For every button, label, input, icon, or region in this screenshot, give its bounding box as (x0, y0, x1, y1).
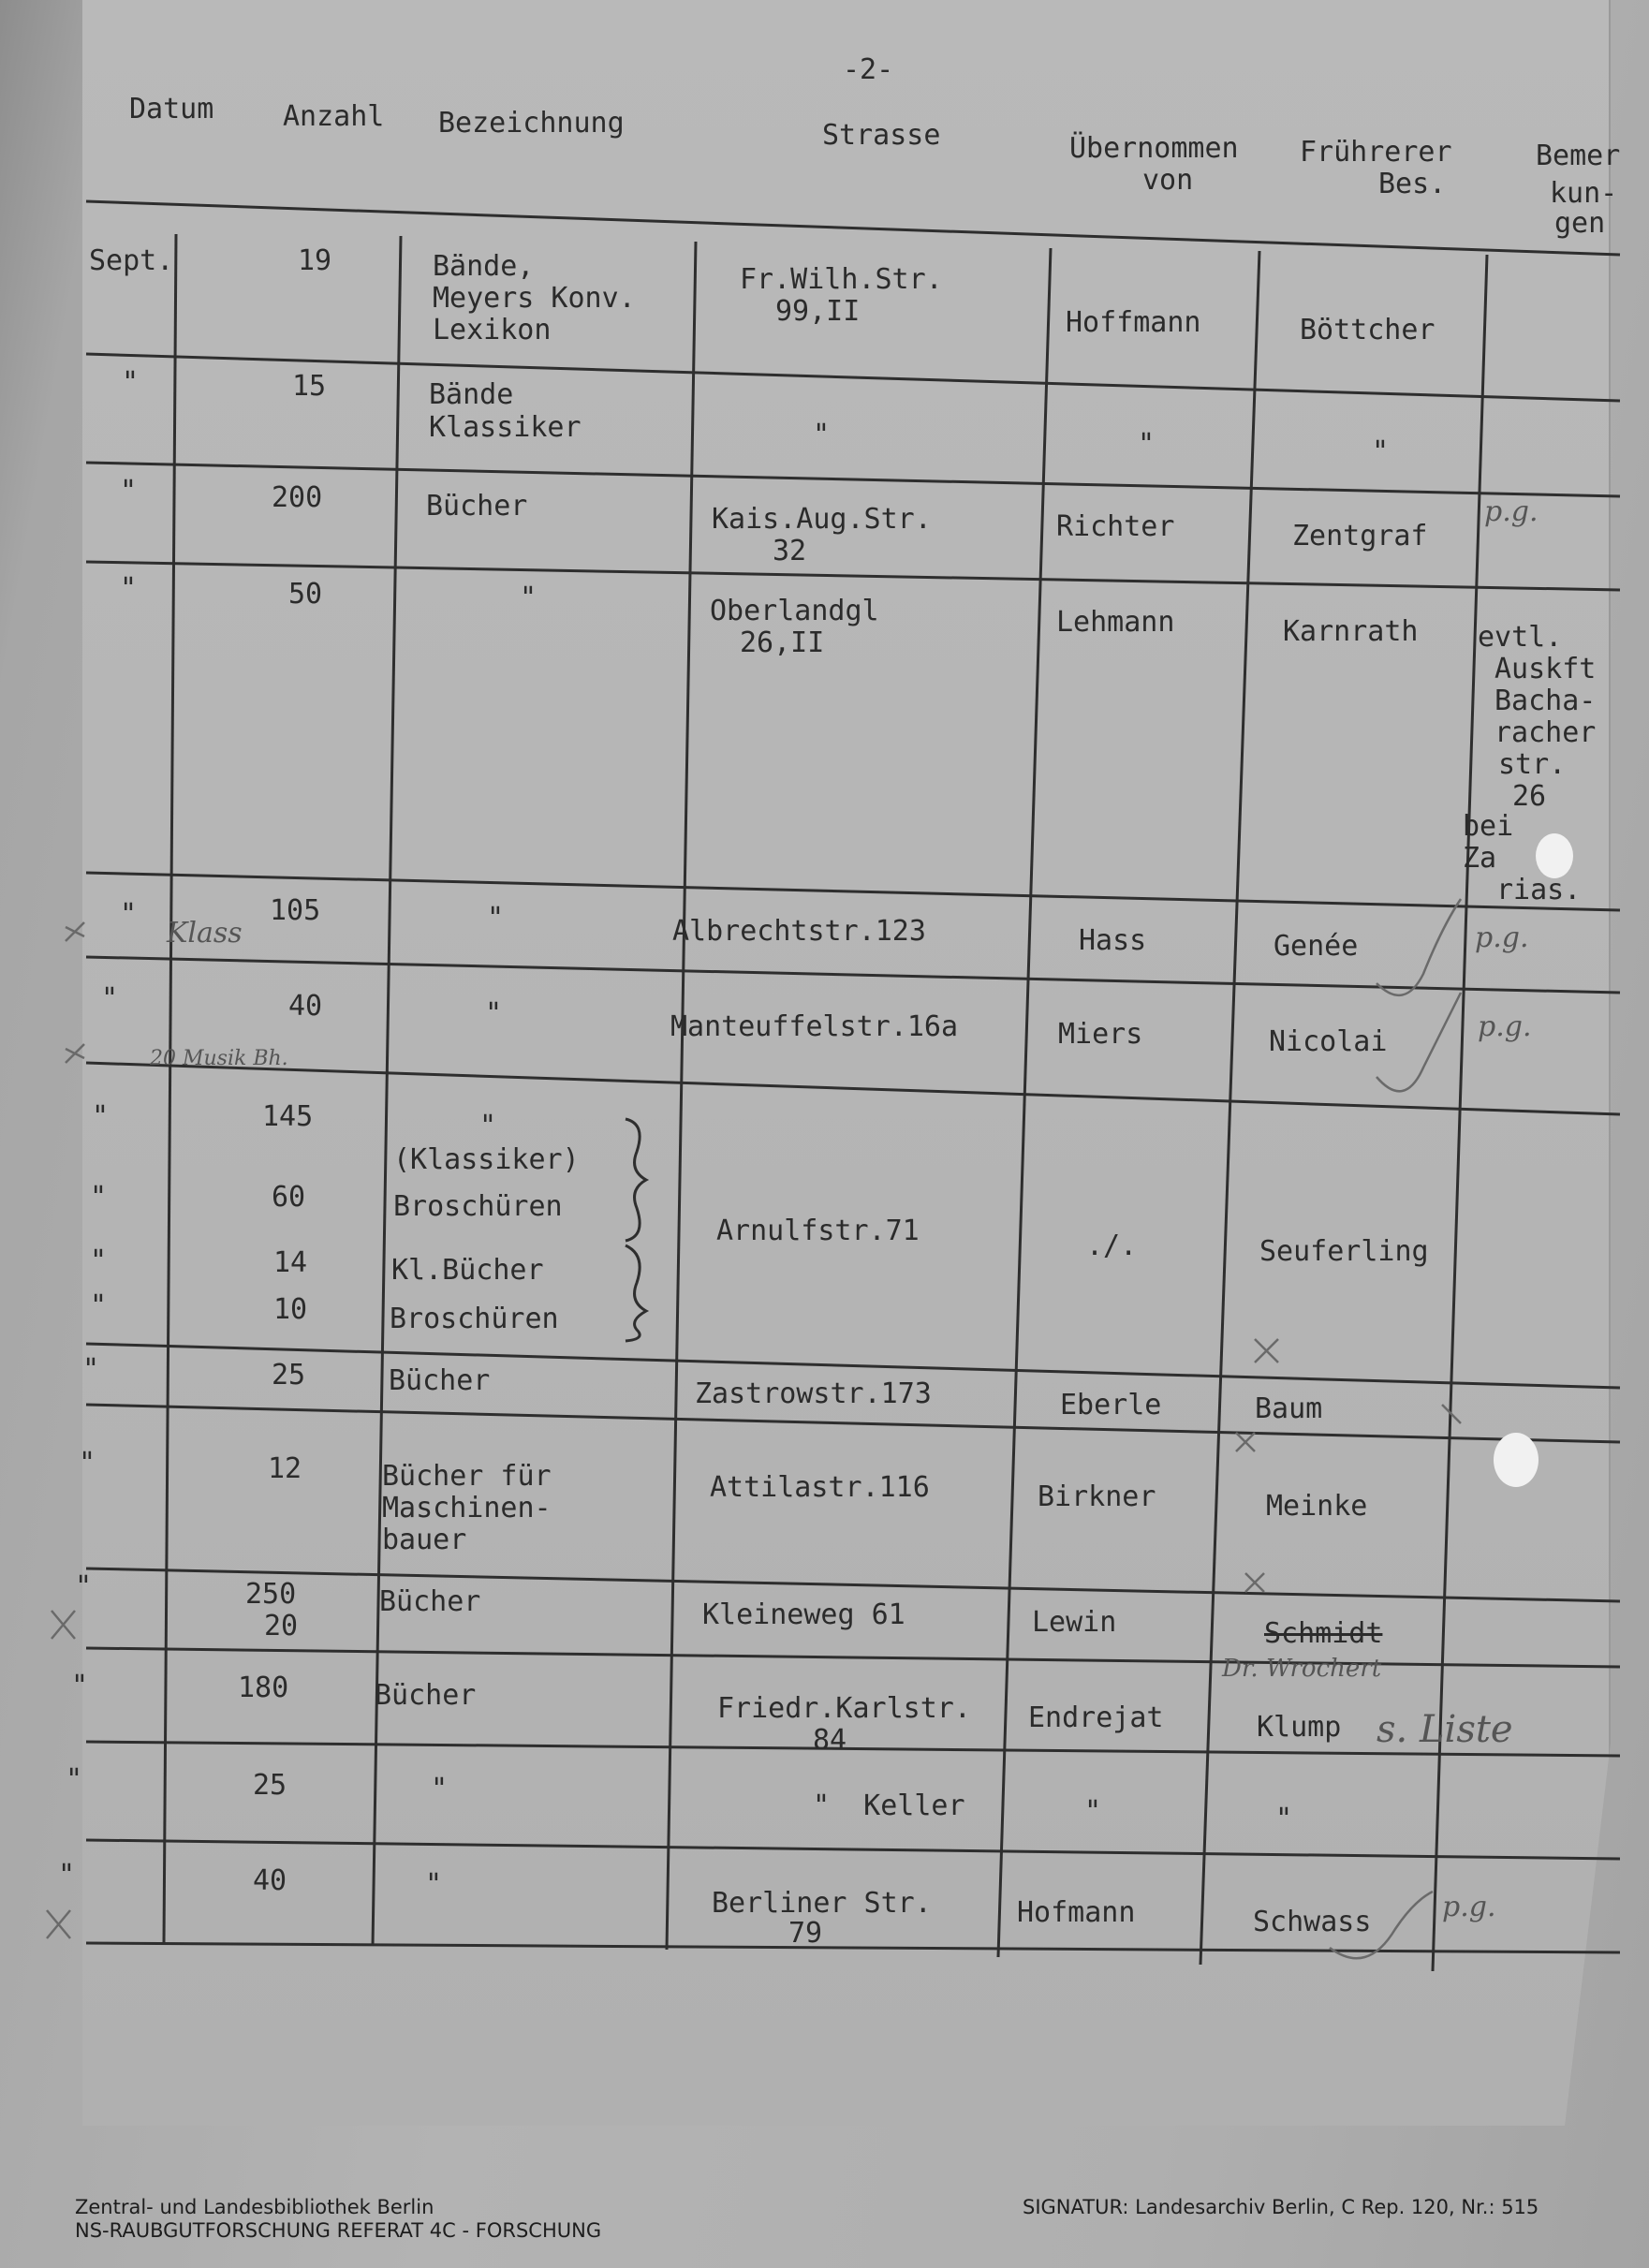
cell-von: " (1138, 428, 1156, 461)
cell-anzahl: 40 (288, 990, 323, 1023)
page-number: -2- (843, 53, 894, 86)
cell-von: Hoffmann (1066, 306, 1201, 339)
handwritten-name-correction: Dr. Wrochert (1222, 1655, 1382, 1683)
cell-frueher: Schmidt (1264, 1617, 1383, 1650)
cell-strasse: 84 (813, 1724, 847, 1757)
cell-bemerkung: str. (1498, 748, 1567, 781)
punch-hole (1494, 1433, 1539, 1487)
cell-bezeichnung: Bände, (433, 250, 535, 283)
header-strasse: Strasse (822, 119, 941, 152)
header-bemerkungen-3: gen (1554, 207, 1606, 240)
bracket-brace (626, 1119, 646, 1341)
cell-strasse: Friedr.Karlstr. (717, 1692, 971, 1725)
cell-strasse: 32 (773, 535, 807, 567)
footer-department: NS-RAUBGUTFORSCHUNG REFERAT 4C - FORSCHUNG (75, 2219, 602, 2242)
cell-von: Lehmann (1056, 606, 1175, 639)
cell-von: Eberle (1060, 1389, 1162, 1421)
cell-strasse: Attilastr.116 (710, 1471, 930, 1504)
cell-strasse: Kais.Aug.Str. (712, 503, 932, 536)
cell-datum: " (120, 572, 138, 605)
handwritten-note: 20 Musik Bh. (150, 1047, 288, 1070)
cell-bezeichnung: Bücher (375, 1679, 477, 1712)
handwritten-pg-note: p.g. (1478, 1010, 1532, 1043)
cell-frueher: Schwass (1253, 1906, 1372, 1938)
cell-anzahl: 250 (245, 1578, 297, 1611)
cell-von: Endrejat (1028, 1701, 1164, 1734)
cell-bezeichnung: " (485, 997, 503, 1030)
cell-bezeichnung: Klassiker (429, 411, 582, 444)
cell-bezeichnung: Bücher (379, 1585, 481, 1618)
cell-datum: " (122, 366, 140, 399)
cell-frueher: Meinke (1266, 1490, 1368, 1523)
cell-bezeichnung: (Klassiker) (393, 1143, 580, 1176)
cell-bemerkung: racher (1494, 716, 1597, 749)
cell-datum: " (101, 982, 119, 1015)
cell-anzahl: 14 (273, 1246, 308, 1279)
cell-datum: " (79, 1447, 96, 1480)
cell-anzahl: 40 (253, 1864, 287, 1897)
cell-strasse: " Keller (813, 1789, 965, 1822)
cell-bezeichnung: Kl.Bücher (391, 1254, 544, 1287)
cell-anzahl: 12 (268, 1452, 302, 1485)
handwritten-list-ref: s. Liste (1377, 1708, 1513, 1751)
cell-anzahl: 200 (272, 481, 323, 514)
cell-strasse: Fr.Wilh.Str. (740, 263, 943, 296)
cell-datum: " (75, 1570, 93, 1603)
cell-frueher: Nicolai (1269, 1025, 1388, 1058)
cell-anzahl: 145 (262, 1100, 314, 1133)
cell-strasse: Albrechtstr.123 (672, 915, 926, 948)
cell-frueher: " (1275, 1803, 1293, 1835)
cell-bemerkung: Auskft (1494, 653, 1597, 685)
cell-anzahl: 105 (270, 894, 321, 927)
cell-bezeichnung: " (431, 1773, 449, 1805)
cell-bemerkung: Bacha- (1494, 685, 1597, 717)
cell-datum: Sept. (89, 244, 174, 277)
header-anzahl: Anzahl (283, 100, 385, 133)
cell-von: ./. (1086, 1230, 1138, 1262)
cell-bezeichnung: " (487, 902, 505, 935)
cell-frueher: Baum (1255, 1392, 1323, 1425)
cell-von: Hofmann (1017, 1896, 1136, 1929)
cell-frueher: " (1372, 435, 1390, 468)
cell-bemerkung: rias. (1496, 874, 1582, 906)
cell-datum: " (71, 1670, 89, 1702)
cell-anzahl: 25 (253, 1769, 287, 1802)
header-bemerkungen-2: kun- (1550, 177, 1618, 210)
cell-datum: " (120, 475, 138, 508)
cell-bezeichnung: Bücher (426, 490, 528, 523)
header-bemerkungen-1: Bemer (1536, 140, 1621, 172)
cell-frueher: Karnrath (1283, 615, 1419, 648)
header-bezeichnung: Bezeichnung (438, 107, 625, 140)
cell-anzahl: 20 (264, 1610, 299, 1642)
cell-datum: " (120, 898, 138, 931)
cell-bemerkung: evtl. (1478, 621, 1563, 654)
header-datum: Datum (129, 93, 214, 125)
handwritten-note: Klass (167, 917, 243, 950)
header-uebernommen: Übernommen (1069, 132, 1239, 165)
footer-signature: SIGNATUR: Landesarchiv Berlin, C Rep. 120, Nr.: 515 (1023, 2196, 1539, 2218)
cell-frueher: Zentgraf (1292, 520, 1428, 552)
cell-strasse: Oberlandgl (710, 595, 879, 627)
cell-frueher: Seuferling (1259, 1235, 1429, 1268)
cell-von: " (1084, 1795, 1102, 1828)
cell-anzahl: 60 (272, 1181, 306, 1214)
cell-von: Lewin (1032, 1606, 1117, 1639)
cell-datum: " (90, 1181, 108, 1214)
cell-datum: " (58, 1859, 76, 1892)
cell-anzahl: 25 (272, 1359, 306, 1392)
cell-strasse: 99,II (775, 295, 861, 328)
cell-bezeichnung: Bände (429, 378, 514, 411)
cell-bezeichnung: Broschüren (390, 1303, 559, 1335)
cell-von: Miers (1058, 1018, 1143, 1051)
cell-frueher: Genée (1274, 930, 1359, 963)
cell-datum: " (90, 1289, 108, 1322)
cell-anzahl: 10 (273, 1293, 308, 1326)
handwritten-pg-note: p.g. (1442, 1891, 1496, 1923)
cell-datum: " (90, 1244, 108, 1277)
cell-anzahl: 19 (298, 244, 332, 277)
cell-von: Hass (1079, 924, 1147, 957)
cell-strasse: " (813, 419, 831, 451)
cell-strasse: 26,II (740, 626, 825, 659)
cell-datum: " (66, 1763, 83, 1796)
handwritten-pg-note: p.g. (1475, 921, 1529, 954)
cell-strasse: Manteuffelstr.16a (670, 1010, 959, 1043)
cell-anzahl: 15 (292, 370, 327, 403)
cell-anzahl: 180 (238, 1672, 289, 1704)
cell-bemerkung: bei (1463, 810, 1514, 843)
cell-bezeichnung: Broschüren (393, 1190, 563, 1223)
cell-von: Richter (1056, 510, 1175, 543)
cell-bezeichnung: " (479, 1110, 497, 1142)
cell-bezeichnung: " (520, 582, 537, 614)
cell-bezeichnung: Bücher (389, 1364, 491, 1397)
cell-bezeichnung: " (425, 1868, 443, 1901)
cell-datum: " (82, 1353, 100, 1386)
cell-bemerkung: 26 (1512, 780, 1547, 813)
footer-institution: Zentral- und Landesbibliothek Berlin (75, 2196, 434, 2218)
handwritten-pg-note: p.g. (1484, 495, 1539, 528)
cell-strasse: Arnulfstr.71 (716, 1215, 920, 1247)
header-frueherer: Frührerer (1300, 136, 1452, 169)
cell-strasse: 79 (788, 1917, 823, 1950)
cell-bemerkung: Za (1463, 842, 1497, 875)
cell-bezeichnung: Lexikon (433, 314, 552, 346)
cell-strasse: Kleineweg 61 (702, 1598, 905, 1631)
cell-frueher: Klump (1257, 1711, 1342, 1744)
punch-hole (1536, 833, 1573, 878)
cell-anzahl: 50 (288, 578, 323, 611)
header-uebernommen-von: von (1142, 164, 1194, 197)
cell-strasse: Berliner Str. (712, 1887, 932, 1920)
cell-bezeichnung: Bücher für (382, 1460, 552, 1493)
cell-strasse: Zastrowstr.173 (695, 1377, 932, 1410)
cell-bezeichnung: Meyers Konv. (433, 282, 636, 315)
cell-von: Birkner (1038, 1480, 1156, 1513)
cell-datum: " (92, 1100, 110, 1133)
cell-frueher: Böttcher (1300, 314, 1436, 346)
cell-bezeichnung: bauer (382, 1524, 467, 1556)
header-frueherer-bes: Bes. (1378, 168, 1447, 200)
cell-bezeichnung: Maschinen- (382, 1492, 552, 1524)
